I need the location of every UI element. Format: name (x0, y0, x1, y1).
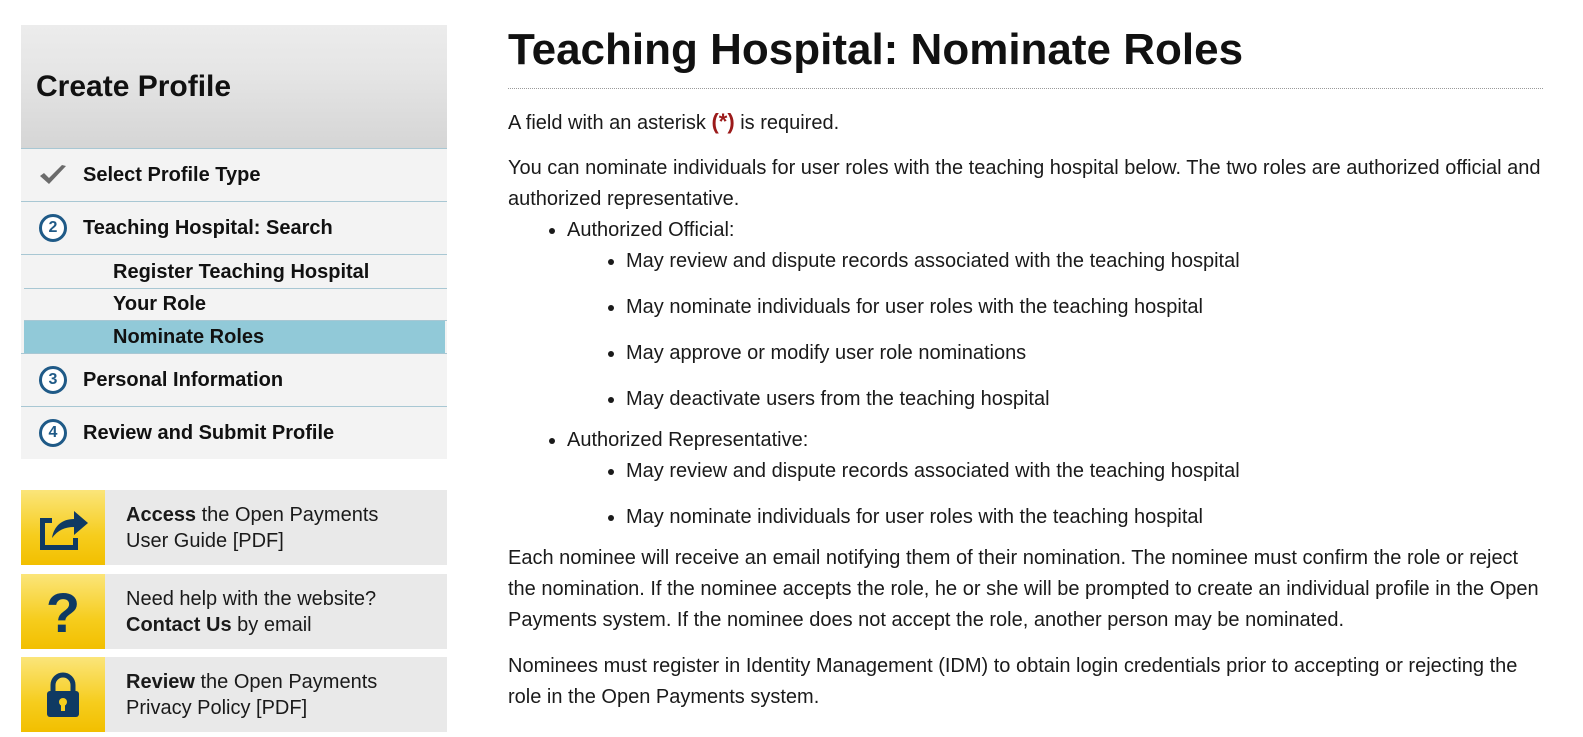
svg-text:?: ? (45, 585, 81, 638)
permission-item: • May nominate individuals for user roles with the teaching hospital (626, 502, 1543, 533)
user-guide-link[interactable] (21, 490, 447, 565)
step-number-4-icon: 4 (39, 419, 67, 447)
step-personal-information[interactable] (21, 353, 447, 406)
step-number-2-icon: 2 (39, 214, 67, 242)
step-label: Personal Information (83, 368, 284, 391)
substep-nominate-roles[interactable]: Nominate Roles (24, 321, 445, 353)
help-text-bold: Review (126, 670, 195, 693)
help-text: Need help with the website? (126, 587, 377, 610)
permission-item: • May deactivate users from the teaching hospital (626, 384, 1543, 415)
roles-list (567, 215, 1543, 533)
substep-register-teaching-hospital[interactable]: Register Teaching Hospital (24, 257, 447, 289)
required-asterisk: (*) (711, 109, 735, 134)
step-label: Teaching Hospital: Search (83, 216, 333, 239)
required-field-note (508, 109, 1543, 136)
substep-list (21, 254, 447, 353)
permission-item: • May nominate individuals for user roles with the teaching hospital (626, 292, 1543, 323)
role-name: Authorized Representative: (567, 429, 809, 451)
step-label: Select Profile Type (83, 163, 261, 186)
role-item (567, 215, 1543, 415)
page-title: Teaching Hospital: Nominate Roles (508, 22, 1543, 89)
contact-us-link[interactable] (21, 574, 447, 649)
step-teaching-hospital-search[interactable] (21, 201, 447, 254)
step-label: Review and Submit Profile (83, 421, 335, 444)
permissions-list (626, 456, 1543, 533)
substep-your-role[interactable]: Your Role (24, 289, 447, 321)
required-note-text: is required. (734, 112, 840, 134)
help-text-bold: Access (126, 503, 197, 526)
checkmark-icon (37, 159, 69, 191)
help-text: the Open Payments (194, 670, 378, 693)
nominee-email-paragraph: Each nominee will receive an email notifying them of their nomination. The nominee must confirm the role or reject the nomination. If the nominee accepts the role, he or she will be prompted to create an individual profile in the Open Payments system. If the nominee does not accept the role, another person may be nominated. (508, 547, 1539, 631)
help-text-bold: Contact Us (126, 613, 232, 636)
idm-registration-paragraph: Nominees must register in Identity Management (IDM) to obtain login credentials prior to accepting or rejecting the role in the Open Payments system. (508, 655, 1518, 708)
intro-paragraph: You can nominate individuals for user roles with the teaching hospital below. The two roles are authorized official and authorized representative. (508, 157, 1541, 210)
permissions-list (626, 246, 1543, 415)
question-mark-icon (21, 574, 105, 649)
sidebar-title: Create Profile (21, 25, 447, 148)
permission-item: • May review and dispute records associated with the teaching hospital (626, 246, 1543, 277)
role-name: Authorized Official: (567, 219, 735, 241)
step-select-profile-type[interactable] (21, 148, 447, 201)
help-text: by email (231, 613, 312, 636)
lock-icon (21, 657, 105, 732)
step-review-and-submit[interactable] (21, 406, 447, 459)
profile-steps-sidebar (21, 25, 447, 719)
privacy-policy-link[interactable] (21, 657, 447, 732)
required-note-text: A field with an asterisk (508, 112, 712, 134)
help-text: User Guide [PDF] (126, 529, 284, 552)
step-number-3-icon: 3 (39, 366, 67, 394)
main-content (508, 22, 1543, 713)
permission-item: • May review and dispute records associated with the teaching hospital (626, 456, 1543, 487)
permission-item: • May approve or modify user role nominations (626, 338, 1543, 369)
share-arrow-icon (21, 490, 105, 565)
help-text: the Open Payments (196, 503, 379, 526)
role-item (567, 425, 1543, 533)
help-text: Privacy Policy [PDF] (126, 696, 308, 719)
